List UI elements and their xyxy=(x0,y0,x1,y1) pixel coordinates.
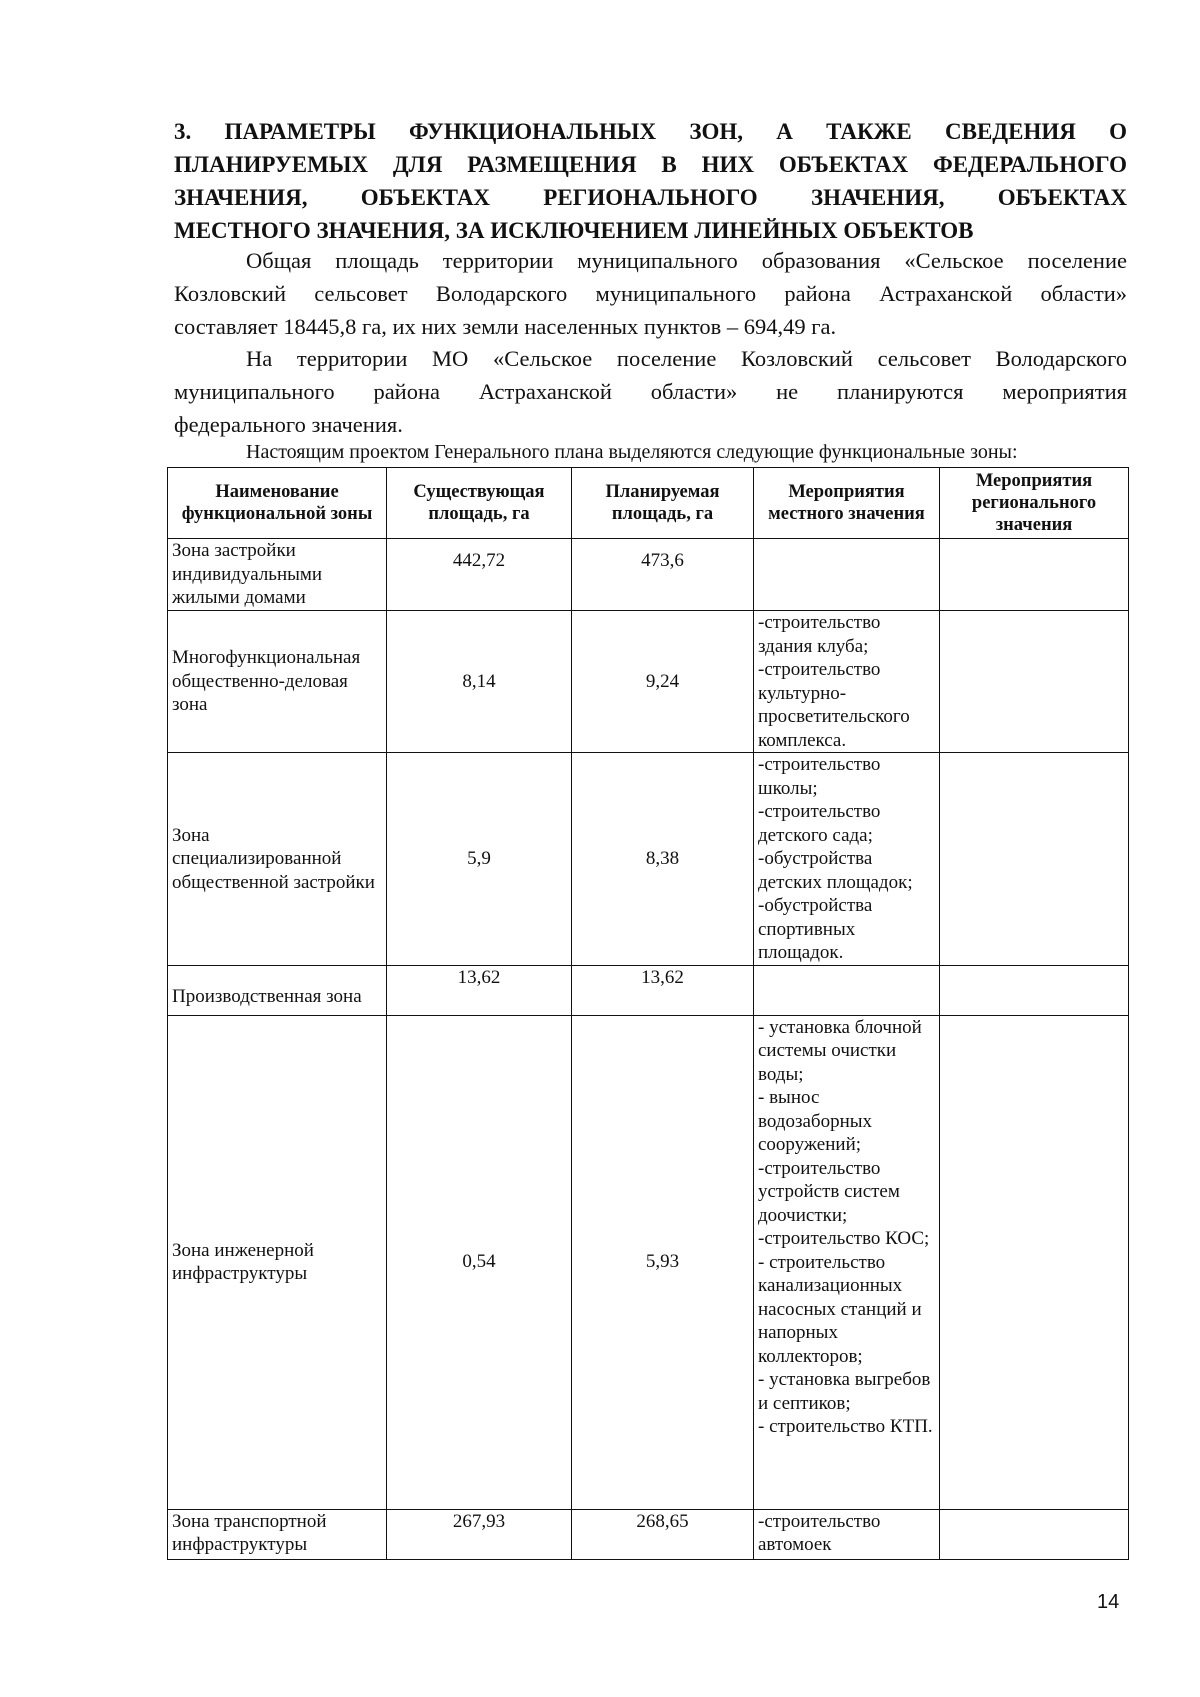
zone-name: Зона застройки индивидуальными жилыми домами xyxy=(168,539,387,611)
heading-line: ЗНАЧЕНИЯ, ОБЪЕКТАХ РЕГИОНАЛЬНОГО ЗНАЧЕНИЯ, ОБЪЕКТАХ xyxy=(174,185,1127,210)
table-row xyxy=(168,611,1129,753)
regional-events xyxy=(940,1015,1129,1509)
paragraph-line: Общая площадь территории муниципального образования «Сельское поселение xyxy=(246,248,1127,273)
planned-area xyxy=(572,965,754,1015)
table-row xyxy=(168,1509,1129,1559)
table-row xyxy=(168,965,1129,1015)
planned-area-value: 268,65 xyxy=(636,1510,689,1532)
header-zone-name: Наименование функциональной зоны xyxy=(168,468,387,539)
table-header-row xyxy=(168,468,1129,539)
page-number: 14 xyxy=(1097,1591,1120,1613)
local-event-item: -строительство культурно-просветительского комплекса. xyxy=(758,659,910,751)
local-event-item: -строительство детского сада; xyxy=(758,801,881,846)
planned-area xyxy=(572,539,754,611)
existing-area-value: 442,72 xyxy=(452,550,506,571)
local-events xyxy=(754,965,940,1015)
existing-area-value: 267,93 xyxy=(452,1510,506,1532)
planned-area-value: 473,6 xyxy=(641,550,684,571)
local-event-item: - установка выгребов и септиков; xyxy=(758,1369,931,1414)
local-event-item: - вынос водозаборных сооружений; xyxy=(758,1087,872,1155)
planned-area: 8,38 xyxy=(572,753,754,966)
zone-name: Зона транспортной инфраструктуры xyxy=(168,1509,387,1559)
zone-name: Зона инженерной инфраструктуры xyxy=(168,1015,387,1509)
local-events xyxy=(754,1015,940,1509)
paragraph-line: Козловский сельсовет Володарского муниципального района Астраханской области» xyxy=(174,281,1127,306)
heading-line: МЕСТНОГО ЗНАЧЕНИЯ, ЗА ИСКЛЮЧЕНИЕМ ЛИНЕЙНЫХ ОБЪЕКТОВ xyxy=(174,218,974,243)
area-paragraph xyxy=(174,244,1127,343)
header-regional-events: Мероприятия регионального значения xyxy=(940,468,1129,539)
heading-line: ПЛАНИРУЕМЫХ ДЛЯ РАЗМЕЩЕНИЯ В НИХ ОБЪЕКТАХ ФЕДЕРАЛЬНОГО xyxy=(174,152,1127,177)
functional-zones-table xyxy=(167,467,1129,1560)
header-existing-area: Существующая площадь, га xyxy=(387,468,572,539)
existing-area-value: 13,62 xyxy=(457,966,501,988)
table-intro: Настоящим проектом Генерального плана выделяются следующие функциональные зоны: xyxy=(246,441,1018,463)
heading-line: 3. ПАРАМЕТРЫ ФУНКЦИОНАЛЬНЫХ ЗОН, А ТАКЖЕ СВЕДЕНИЯ О xyxy=(174,119,1127,144)
local-event-item: -строительство КОС; xyxy=(758,1228,930,1249)
local-events xyxy=(754,1509,940,1559)
local-event-item: -строительство школы; xyxy=(758,754,881,799)
existing-area: 0,54 xyxy=(387,1015,572,1509)
header-planned-area: Планируемая площадь, га xyxy=(572,468,754,539)
existing-area xyxy=(387,539,572,611)
federal-paragraph xyxy=(174,342,1127,441)
planned-area-value: 13,62 xyxy=(641,966,684,988)
local-event-item: -обустройства спортивных площадок. xyxy=(758,895,873,963)
local-event-item: -обустройства детских площадок; xyxy=(758,848,913,893)
zone-name: Зона специализированной общественной застройки xyxy=(168,753,387,966)
table-row xyxy=(168,539,1129,611)
local-events xyxy=(754,539,940,611)
paragraph-line: федерального значения. xyxy=(174,412,403,437)
planned-area: 5,93 xyxy=(572,1015,754,1509)
local-events xyxy=(754,753,940,966)
local-event-item: -строительство устройств систем доочистки; xyxy=(758,1157,900,1226)
paragraph-line: составляет 18445,8 га, их них земли населенных пунктов – 694,49 га. xyxy=(174,314,837,339)
local-event-item: - строительство канализационных насосных станций и напорных коллекторов; xyxy=(758,1251,922,1367)
local-event-item: - установка блочной системы очистки воды; xyxy=(758,1016,922,1085)
zone-name: Многофункциональная общественно-деловая зона xyxy=(168,611,387,753)
local-event-item: -строительство автомоек xyxy=(758,1510,881,1555)
header-local-events: Мероприятия местного значения xyxy=(754,468,940,539)
table-row xyxy=(168,1015,1129,1509)
section-heading xyxy=(174,115,1127,247)
local-event-item: - строительство КТП. xyxy=(758,1416,933,1437)
existing-area xyxy=(387,1509,572,1559)
existing-area: 5,9 xyxy=(387,753,572,966)
existing-area xyxy=(387,965,572,1015)
planned-area xyxy=(572,1509,754,1559)
paragraph-line: На территории МО «Сельское поселение Козловский сельсовет Володарского xyxy=(246,346,1127,371)
paragraph-line: муниципального района Астраханской области» не планируются мероприятия xyxy=(174,379,1127,404)
regional-events xyxy=(940,611,1129,753)
table-row xyxy=(168,753,1129,966)
regional-events xyxy=(940,965,1129,1015)
local-event-item: -строительство здания клуба; xyxy=(758,612,881,657)
regional-events xyxy=(940,539,1129,611)
local-events xyxy=(754,611,940,753)
planned-area: 9,24 xyxy=(572,611,754,753)
regional-events xyxy=(940,1509,1129,1559)
existing-area: 8,14 xyxy=(387,611,572,753)
regional-events xyxy=(940,753,1129,966)
zone-name: Производственная зона xyxy=(168,965,387,1015)
